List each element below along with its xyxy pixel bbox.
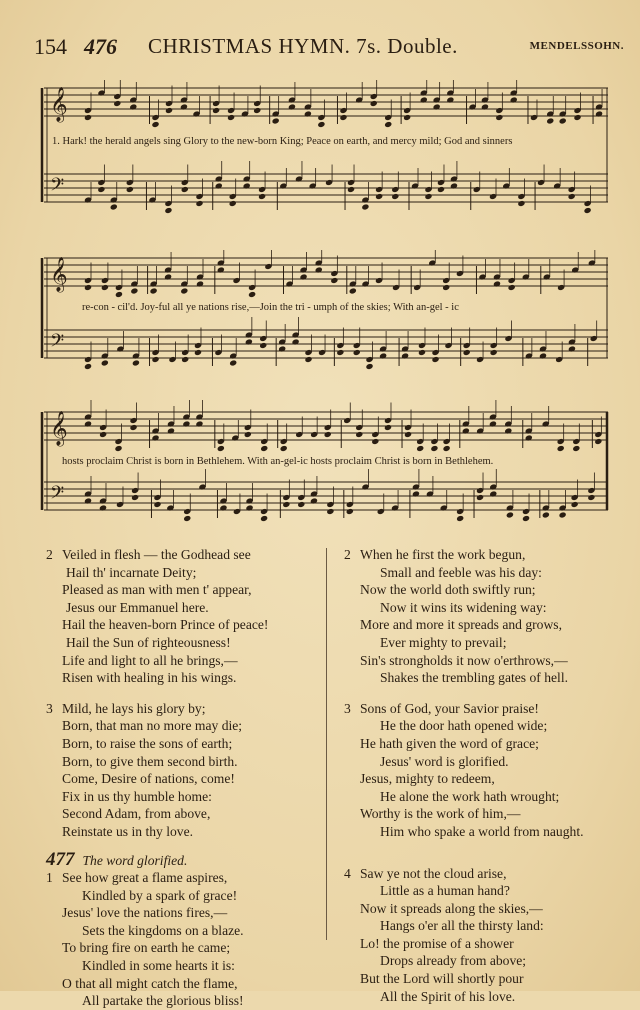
verse-line: Reinstate us in thy love. <box>62 823 194 839</box>
verse-line: Sons of God, your Savior praise! <box>360 700 539 716</box>
verse-line: Pleased as man with men t' appear, <box>62 582 252 598</box>
verse-number: 3 <box>46 700 53 716</box>
verse-line: Ever mighty to prevail; <box>380 634 507 650</box>
right-verse-column <box>344 546 584 1005</box>
left-verse-column <box>46 546 268 1010</box>
verse-line: Hangs o'er all the thirsty land: <box>380 918 544 934</box>
column-divider <box>326 548 327 940</box>
bass-notes <box>84 469 595 522</box>
svg-text:𝄞: 𝄞 <box>50 411 68 446</box>
verse-line: Lo! the promise of a shower <box>360 935 514 951</box>
verse-3-right <box>344 700 584 841</box>
treble-notes <box>84 80 603 128</box>
verse-line: See how great a flame aspires, <box>62 870 228 886</box>
svg-text:𝄞: 𝄞 <box>50 257 68 292</box>
treble-staff <box>44 88 608 116</box>
svg-text:𝄢: 𝄢 <box>50 483 65 508</box>
verse-3-left <box>46 700 268 841</box>
verse-line: But the Lord will shortly pour <box>360 971 524 987</box>
svg-text:𝄢: 𝄢 <box>50 175 65 200</box>
verse-line: All partake the glorious bliss! <box>82 993 244 1009</box>
verse-2-left <box>46 546 268 687</box>
verse-line: Life and light to all he brings,— <box>62 652 238 668</box>
bass-staff <box>44 482 608 510</box>
bass-staff <box>44 330 608 358</box>
verse-line: Jesus' love the nations fires,— <box>62 905 228 921</box>
treble-staff <box>44 258 608 286</box>
verse-line: Born, to raise the sons of earth; <box>62 735 233 751</box>
hymn-477-title: The word glorified. <box>82 852 188 868</box>
bass-notes <box>84 317 598 370</box>
music-system-3 <box>38 400 610 530</box>
verse-number: 1 <box>46 870 53 886</box>
verse-line: Born, to give them second birth. <box>62 753 238 769</box>
verse-line: Small and feeble was his day: <box>380 564 542 580</box>
verse-line: Now the world doth swiftly run; <box>360 582 536 598</box>
verse-line: Saw ye not the cloud arise, <box>360 865 507 881</box>
page-header <box>34 34 624 60</box>
verse-2-right <box>344 546 584 687</box>
staff-notation-1 <box>38 80 610 230</box>
lyric-line-1: 1. Hark! the herald angels sing Glory to the new-born King; Peace on earth, and mercy mild; God and sinners <box>52 136 513 147</box>
verse-line: Mild, he lays his glory by; <box>62 700 206 716</box>
verse-line: Little as a human hand? <box>380 883 510 899</box>
verse-line: Jesus, mighty to redeem, <box>360 771 495 787</box>
verse-number: 4 <box>344 865 351 881</box>
verse-line: All the Spirit of his love. <box>380 988 516 1004</box>
hymn-number: 476 <box>84 34 117 59</box>
lyric-line-2: re-con - cil'd. Joy-ful all ye nations rise,—Join the tri - umph of the skies; With an-gel - ic <box>82 302 459 313</box>
verse-line: Drops already from above; <box>380 953 527 969</box>
verse-line: To bring fire on earth he came; <box>62 940 231 956</box>
music-system-1 <box>38 80 610 230</box>
bass-notes <box>84 161 592 214</box>
music-system-2 <box>38 250 610 380</box>
lyric-line-3: hosts proclaim Christ is born in Bethlehem. With an-gel-ic hosts proclaim Christ is born in Bethlehem. <box>62 456 494 467</box>
verse-line: When he first the work begun, <box>360 547 526 562</box>
verse-line: Shakes the trembling gates of hell. <box>380 670 569 686</box>
verse-number: 2 <box>344 547 351 562</box>
verse-line: Worthy is the work of him,— <box>360 806 521 822</box>
verse-line: He hath given the word of grace; <box>360 735 539 751</box>
page-number: 154 <box>34 34 67 59</box>
verse-line: Come, Desire of nations, come! <box>62 771 235 787</box>
verse-line: Kindled in some hearts it is: <box>82 958 235 974</box>
verse-line: He alone the work hath wrought; <box>380 788 560 804</box>
verse-line: Hail th' incarnate Deity; <box>66 564 197 580</box>
verse-line: Born, that man no more may die; <box>62 718 243 734</box>
verse-line: Fix in us thy humble home: <box>62 788 212 804</box>
verse-line: Jesus' word is glorified. <box>380 753 509 769</box>
hymn-477-heading <box>46 848 268 870</box>
svg-text:𝄢: 𝄢 <box>50 331 65 356</box>
verse-number: 3 <box>344 700 351 716</box>
treble-notes <box>84 250 596 298</box>
verse-line: Risen with healing in his wings. <box>62 670 237 686</box>
verse-number: 2 <box>46 547 53 562</box>
verse-line: Now it wins its widening way: <box>380 599 547 615</box>
verse-line: More and more it spreads and grows, <box>360 617 562 633</box>
verse-line: Sin's strongholds it now o'erthrows,— <box>360 652 568 668</box>
verse-line: Veiled in flesh — the Godhead see <box>62 547 251 562</box>
verse-line: Hail the heaven-born Prince of peace! <box>62 617 269 633</box>
composer-name: MENDELSSOHN. <box>529 40 624 52</box>
verse-line: Second Adam, from above, <box>62 806 211 822</box>
verse-1-hymn-477 <box>46 869 268 1010</box>
staff-notation-2 <box>38 250 610 380</box>
verse-line: He the door hath opened wide; <box>380 718 548 734</box>
verse-4-right <box>344 865 584 1006</box>
svg-text:𝄞: 𝄞 <box>50 87 68 122</box>
verse-line: O that all might catch the flame, <box>62 975 238 991</box>
verse-line: Him who spake a world from naught. <box>380 823 584 839</box>
verse-line: Jesus our Emmanuel here. <box>66 599 209 615</box>
verse-line: Now it spreads along the skies,— <box>360 900 543 916</box>
verse-line: Hail the Sun of righteousness! <box>66 634 231 650</box>
hymn-477-number: 477 <box>46 848 75 870</box>
verse-line: Sets the kingdoms on a blaze. <box>82 922 244 938</box>
hymn-title: CHRISTMAS HYMN. 7s. Double. <box>148 34 458 58</box>
verse-line: Kindled by a spark of grace! <box>82 887 238 903</box>
